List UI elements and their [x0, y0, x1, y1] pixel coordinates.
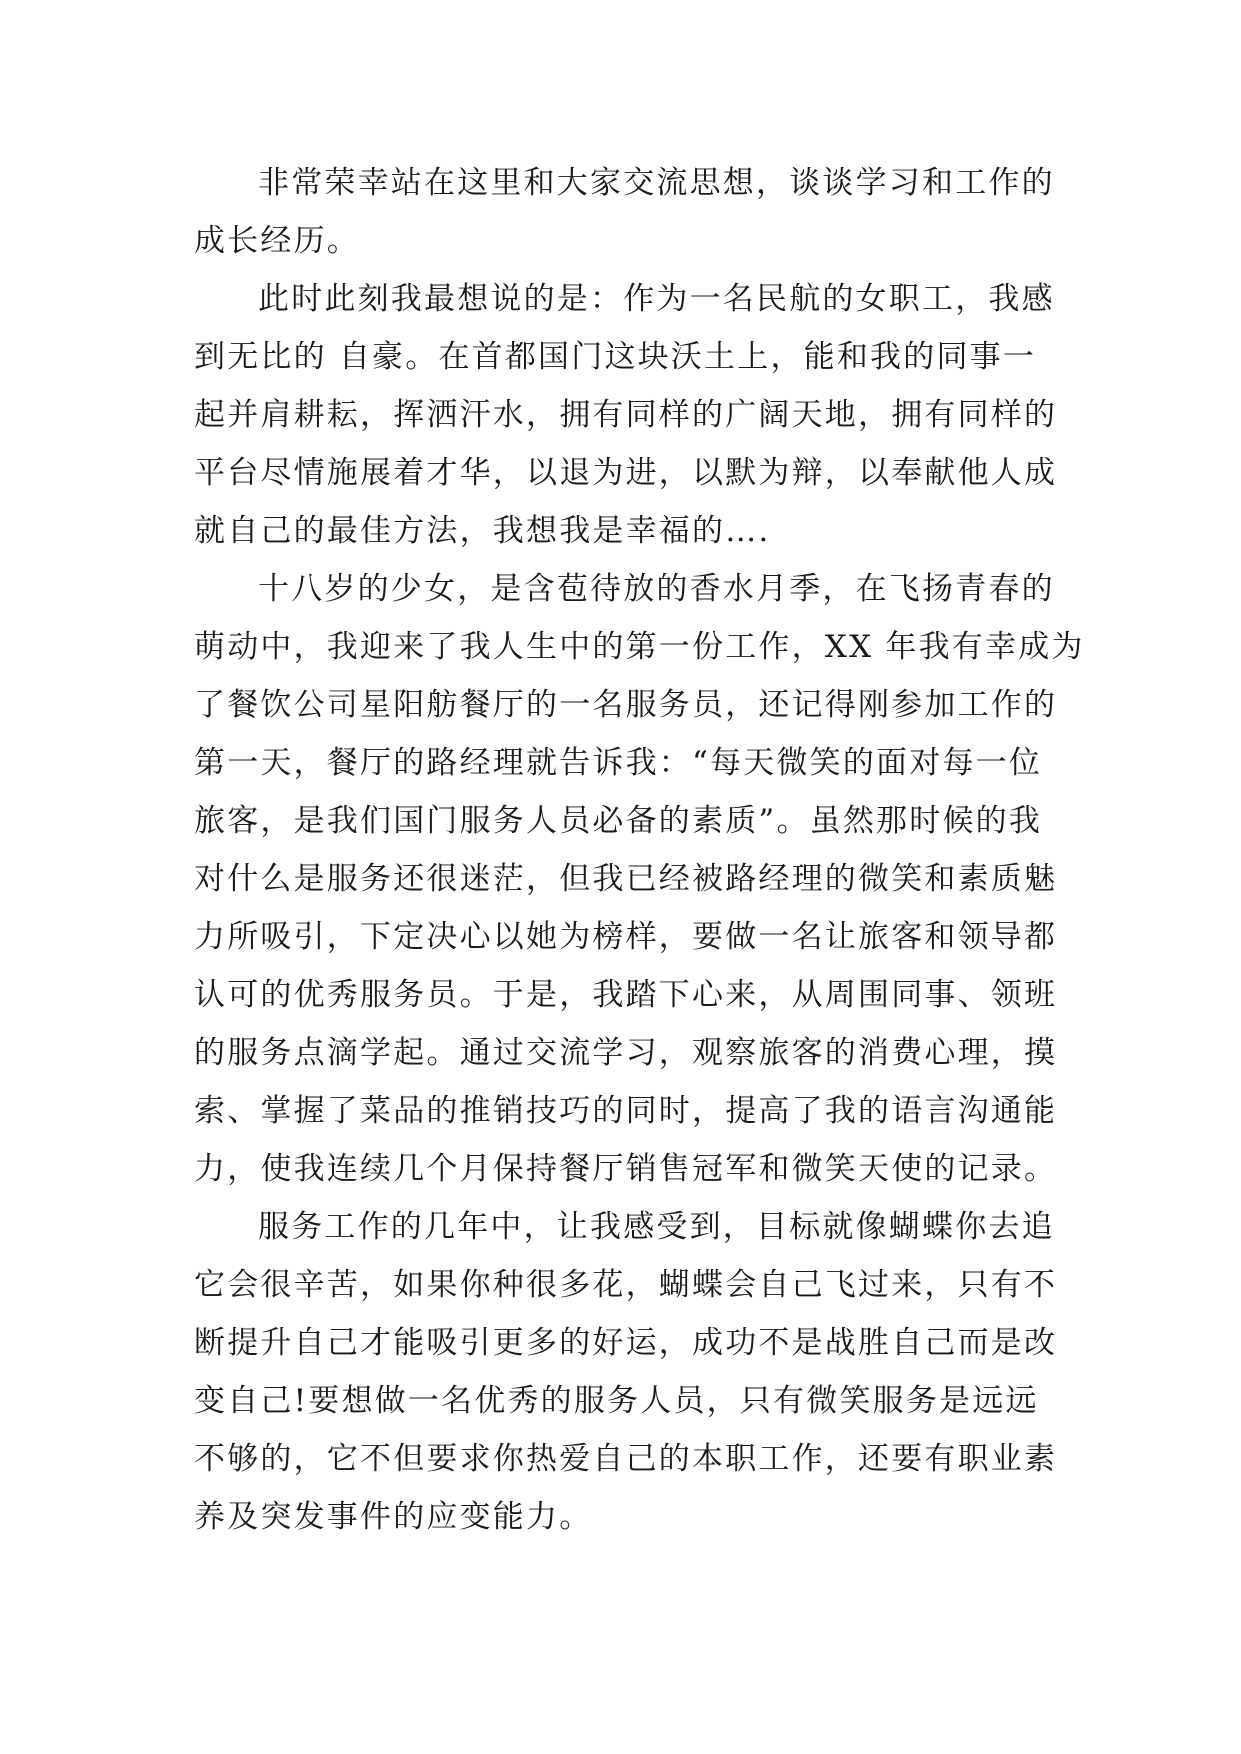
- text-line: 了餐饮公司星阳舫餐厅的一名服务员，还记得刚参加工作的: [194, 687, 1058, 723]
- text-line: 的服务点滴学起。通过交流学习，观察旅客的消费心理，摸: [194, 1035, 1058, 1071]
- body-text: [194, 154, 1094, 1546]
- text-line: 非常荣幸站在这里和大家交流思想，谈谈学习和工作的: [258, 165, 1055, 201]
- text-line: 断提升自己才能吸引更多的好运，成功不是战胜自己而是改: [194, 1325, 1058, 1361]
- text-line: 不够的，它不但要求你热爱自己的本职工作，还要有职业素: [194, 1441, 1058, 1477]
- text-line: 索、掌握了菜品的推销技巧的同时，提高了我的语言沟通能: [194, 1093, 1058, 1129]
- text-line: 到无比的 自豪。在首都国门这块沃土上，能和我的同事一: [194, 339, 1037, 375]
- paragraph-2: [194, 270, 1094, 560]
- text-line: 平台尽情施展着才华，以退为进，以默为辩，以奉献他人成: [194, 455, 1058, 491]
- text-line: 起并肩耕耘，挥洒汗水，拥有同样的广阔天地，拥有同样的: [194, 397, 1058, 433]
- paragraph-1: [194, 154, 1094, 270]
- paragraph-3: [194, 560, 1094, 1198]
- text-line: 成长经历。: [194, 223, 360, 259]
- text-line: 对什么是服务还很迷茫，但我已经被路经理的微笑和素质魅: [194, 861, 1058, 897]
- text-line: 第一天，餐厅的路经理就告诉我：“每天微笑的面对每一位: [194, 745, 1043, 781]
- text-line: 十八岁的少女，是含苞待放的香水月季，在飞扬青春的: [258, 571, 1055, 607]
- text-line: 就自己的最佳方法，我想我是幸福的….: [194, 513, 771, 549]
- text-line: 力所吸引，下定决心以她为榜样，要做一名让旅客和领导都: [194, 919, 1058, 955]
- text-line: 认可的优秀服务员。于是，我踏下心来，从周围同事、领班: [194, 977, 1058, 1013]
- paragraph-4: [194, 1198, 1094, 1546]
- text-line: 它会很辛苦，如果你种很多花，蝴蝶会自己飞过来，只有不: [194, 1267, 1058, 1303]
- text-line: 萌动中，我迎来了我人生中的第一份工作，XX 年我有幸成为: [194, 629, 1085, 665]
- text-line: 养及突发事件的应变能力。: [194, 1499, 593, 1535]
- text-line: 变自己!要想做一名优秀的服务人员，只有微笑服务是远远: [194, 1383, 1039, 1419]
- text-line: 此时此刻我最想说的是：作为一名民航的女职工，我感: [258, 281, 1055, 317]
- text-line: 旅客，是我们国门服务人员必备的素质”。虽然那时候的我: [194, 803, 1043, 839]
- text-line: 力，使我连续几个月保持餐厅销售冠军和微笑天使的记录。: [194, 1151, 1058, 1187]
- text-line: 服务工作的几年中，让我感受到，目标就像蝴蝶你去追: [258, 1209, 1055, 1245]
